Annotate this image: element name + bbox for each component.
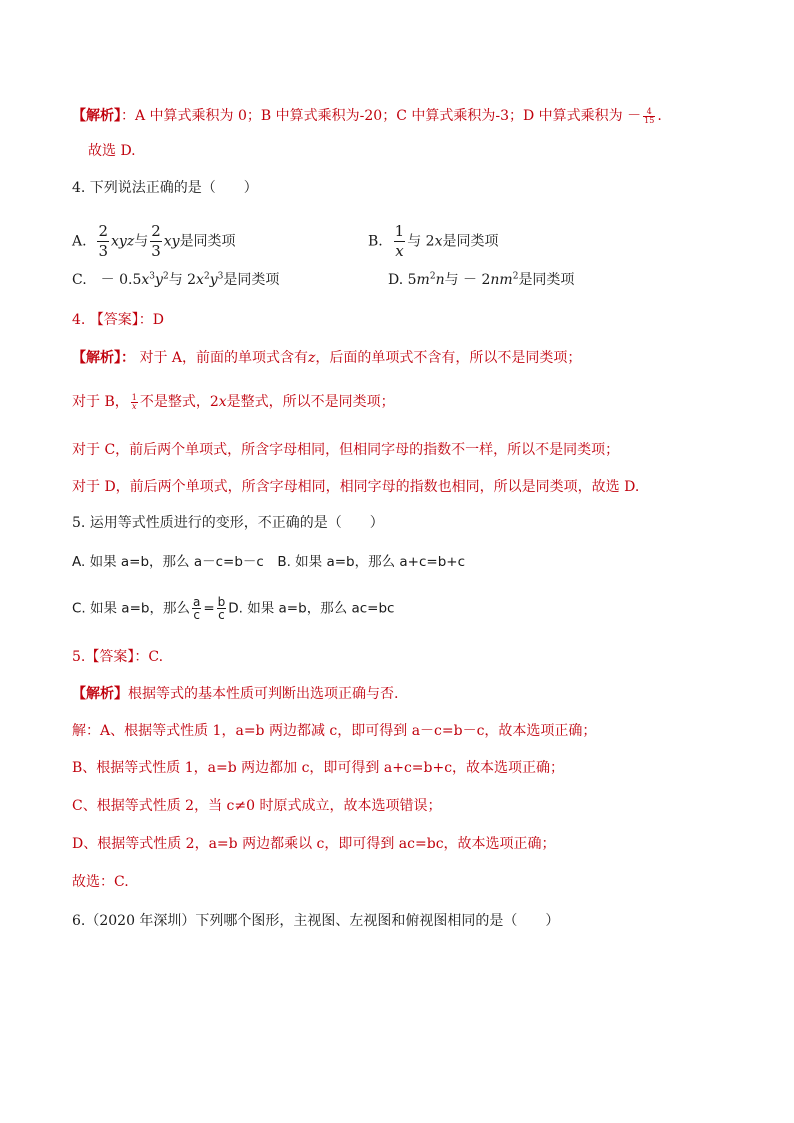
fraction: $\frac{2}{3}$ xyxy=(98,222,109,260)
q4-option-b: B. $\frac{1}{x}$ 与 2x是同类项 xyxy=(368,222,499,260)
analysis-tag: 【解析】 xyxy=(72,108,121,124)
a5-step-3: C、根据等式性质 2，当 c≠0 时原式成立，故本选项错误； xyxy=(72,798,442,814)
a5-step-2: B、根据等式性质 1，a=b 两边都加 c，即可得到 a+c=b+c，故本选项正确； xyxy=(72,760,565,776)
question-6-stem: 6.（2020 年深圳）下列哪个图形，主视图、左视图和俯视图相同的是（ ） xyxy=(72,913,560,929)
a4-analysis-line1: 【解析】： 对于 A，前面的单项式含有z，后面的单项式不含有，所以不是同类项； xyxy=(72,350,582,366)
q4-option-c: C. － $0.5x^3y^2$与 $2x^2y^3$是同类项 xyxy=(72,271,280,288)
analysis-tag: 【解析】： xyxy=(72,350,135,366)
q4-option-d: D. $5m^2n$与 － $2nm^2$是同类项 xyxy=(388,271,575,288)
fraction: $\frac{4}{15}$ xyxy=(644,106,655,125)
question-4-stem: 4. 下列说法正确的是（ ） xyxy=(72,180,258,196)
a5-conclusion: 故选：C. xyxy=(72,874,129,890)
q3-conclusion: 故选 D. xyxy=(88,143,136,159)
q4-option-a: A. $\frac{2}{3}$ xyz与 $\frac{2}{3}$ xy是同类项 xyxy=(72,222,236,260)
a4-analysis-line3: 对于 C，前后两个单项式，所含字母相同，但相同字母的指数不一样，所以不是同类项； xyxy=(72,442,620,458)
q5-options-ab: A. 如果 a=b，那么 a－c=b－c B. 如果 a=b，那么 a+c=b+c xyxy=(72,554,466,570)
a5-step-4: D、根据等式性质 2，a=b 两边都乘以 c，即可得到 ac=bc，故本选项正确； xyxy=(72,836,556,852)
answer-5: 5.【答案】：C. xyxy=(72,649,164,665)
q3-analysis-line1: 【解析】：A 中算式乘积为 0；B 中算式乘积为-20；C 中算式乘积为-3；D 中算式乘积为 － $\frac{4}{15}$ . xyxy=(72,106,662,125)
fraction: $\frac{2}{3}$ xyxy=(151,222,161,260)
question-5-stem: 5. 运用等式性质进行的变形，不正确的是（ ） xyxy=(72,515,384,531)
fraction: $\frac{b}{c}$ xyxy=(217,595,226,622)
a4-analysis-line4: 对于 D，前后两个单项式，所含字母相同，相同字母的指数也相同，所以是同类项，故选 D. xyxy=(72,479,640,495)
analysis-text: ：A 中算式乘积为 0；B 中算式乘积为-20；C 中算式乘积为-3；D 中算式乘积为 － xyxy=(121,108,642,124)
fraction: $\frac{1}{x}$ xyxy=(131,392,137,411)
fraction: $\frac{a}{c}$ xyxy=(192,595,201,622)
a5-step-1: 解：A、根据等式性质 1，a=b 两边都减 c，即可得到 a－c=b－c，故本选项正确； xyxy=(72,723,597,739)
answer-4: 4. 【答案】：D xyxy=(72,312,165,328)
fraction: $\frac{1}{x}$ xyxy=(394,222,405,260)
analysis-tag: 【解析】 xyxy=(72,686,128,702)
a4-analysis-line2: 对于 B， $\frac{1}{x}$ 不是整式，2x是整式，所以不是同类项； xyxy=(72,392,395,411)
q5-options-cd: C. 如果 a=b，那么 $\frac{a}{c}$ = $\frac{b}{c}$ D. 如果 a=b，那么 ac=bc xyxy=(72,595,395,622)
a5-analysis: 【解析】根据等式的基本性质可判断出选项正确与否. xyxy=(72,686,399,702)
